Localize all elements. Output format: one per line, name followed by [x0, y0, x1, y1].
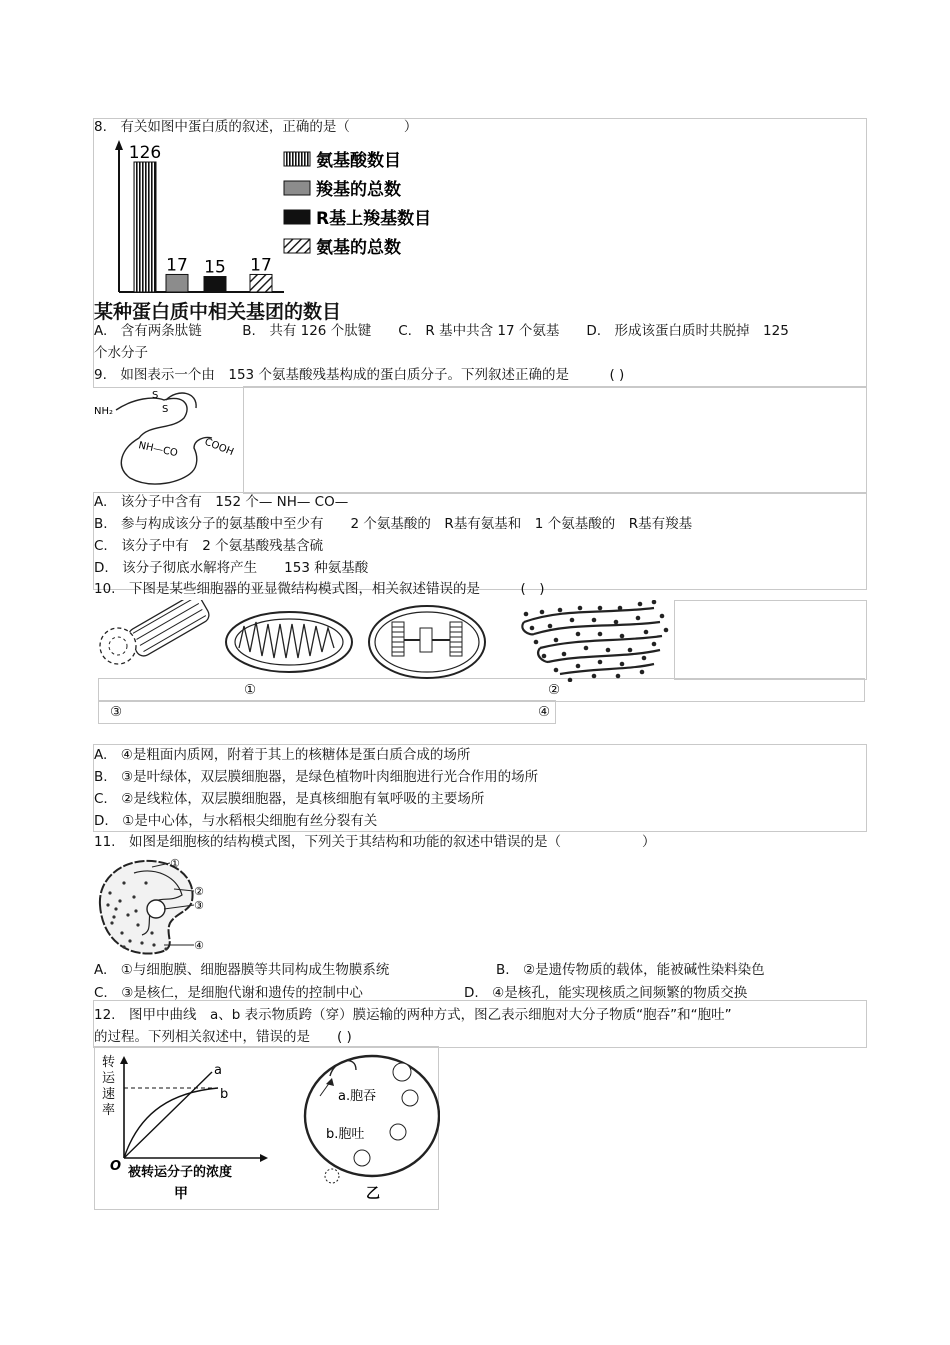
q10-option-d: D. ①是中心体，与水稻根尖细胞有丝分裂有关 — [94, 813, 378, 829]
q12-stem-line2: 的过程。下列相关叙述中，错误的是 ( ) — [94, 1029, 352, 1045]
q9-option-a: A. 该分子中含有 152 个— NH— CO— — [94, 494, 349, 510]
bar-1 — [134, 162, 156, 292]
q10-option-b: B. ③是叶绿体，双层膜细胞器，是绿色植物叶肉细胞进行光合作用的场所 — [94, 769, 539, 785]
s-label-1: S — [152, 390, 159, 401]
q12-stem-line1: 12. 图甲中曲线 a、b 表示物质跨（穿）膜运输的两种方式，图乙表示细胞对大分子物质“胞吞”和“胞吐” — [94, 1007, 732, 1023]
legend-label-2: 羧基的总数 — [316, 180, 401, 200]
legend-swatch-4 — [284, 239, 310, 253]
q10-option-c: C. ②是线粒体，双层膜细胞器，是真核细胞有氧呼吸的主要场所 — [94, 791, 485, 807]
q8-options-line1: A. 含有两条肽链 B. 共有 126 个肽键 C. R 基中共含 17 个氨基 D. 形成该蛋白质时共脱掉 125 — [94, 323, 789, 339]
bar-value-label-3: 15 — [204, 257, 226, 278]
curve-b-label: b — [220, 1087, 229, 1102]
nucleolus — [147, 900, 165, 918]
q11-stem: 11. 如图是细胞核的结构模式图，下列关于其结构和功能的叙述中错误的是（ ） — [94, 834, 656, 850]
graph-caption: 甲 — [174, 1186, 188, 1202]
bar-value-label-1: 126 — [128, 143, 162, 163]
s-label-2: S — [162, 404, 169, 415]
bar-value-label-2: 17 — [166, 255, 188, 276]
q11-label-4: ④ — [194, 939, 204, 952]
y-label-char-4: 率 — [102, 1103, 116, 1118]
q11-label-3: ③ — [194, 899, 204, 912]
q11-option-a: A. ①与细胞膜、细胞器膜等共同构成生物膜系统 — [94, 962, 390, 978]
bar-2 — [166, 274, 188, 292]
y-label-char-2: 运 — [102, 1071, 116, 1086]
frame-q10-right — [674, 600, 867, 680]
exocytosis-label: b.胞吐 — [326, 1127, 365, 1142]
q8-stem: 8. 有关如图中蛋白质的叙述，正确的是（ ） — [94, 119, 418, 135]
q9-stem: 9. 如图表示一个由 153 个氨基酸残基构成的蛋白质分子。下列叙述正确的是 ( ) — [94, 367, 625, 383]
q10-label-4: ④ — [538, 704, 551, 720]
legend-swatch-3 — [284, 210, 310, 224]
q10-label-3: ③ — [110, 704, 123, 720]
x-axis-label: 被转运分子的浓度 — [128, 1165, 233, 1180]
bar-3 — [204, 277, 226, 292]
q12-figures — [94, 1046, 440, 1210]
frame-q9-right — [243, 386, 867, 494]
legend-swatch-2 — [284, 181, 310, 195]
q8-bar-chart — [94, 140, 462, 322]
y-axis-arrow — [115, 140, 123, 150]
legend-label-3: R基上羧基数目 — [316, 209, 432, 229]
q10-label-2: ② — [548, 682, 561, 698]
cell-caption: 乙 — [366, 1186, 380, 1202]
endocytosis-label: a.胞吞 — [338, 1089, 377, 1104]
frame-q10-labels2 — [98, 700, 556, 724]
curve-a-line — [124, 1072, 212, 1158]
legend-label-1: 氨基酸数目 — [316, 151, 401, 171]
legend-swatch-1 — [284, 152, 310, 166]
chart-title: 某种蛋白质中相关基团的数目 — [94, 301, 342, 322]
centriole-figure — [100, 600, 212, 664]
peptide-bond-label: NH—CO — [137, 440, 179, 460]
cooh-label: COOH — [202, 436, 236, 459]
transport-rate-graph — [102, 1055, 268, 1202]
q11-option-b: B. ②是遗传物质的载体，能被碱性染料染色 — [496, 962, 765, 978]
q11-label-2: ② — [194, 885, 204, 898]
q9-option-c: C. 该分子中有 2 个氨基酸残基含硫 — [94, 538, 324, 554]
q10-option-a: A. ④是粗面内质网，附着于其上的核糖体是蛋白质合成的场所 — [94, 747, 471, 763]
rough-er-figure — [522, 608, 662, 674]
q11-option-d: D. ④是核孔，能实现核质之间频繁的物质交换 — [464, 985, 748, 1001]
q11-option-c: C. ③是核仁，是细胞代谢和遗传的控制中心 — [94, 985, 363, 1001]
q9-option-d: D. 该分子彻底水解将产生 153 种氨基酸 — [94, 560, 369, 576]
q10-organelles — [94, 600, 674, 682]
nh2-label: NH₂ — [94, 406, 114, 417]
curve-b-line — [124, 1088, 218, 1158]
y-label-char-1: 转 — [102, 1055, 116, 1070]
bar-value-label-4: 17 — [250, 255, 272, 276]
q8-options-line2: 个水分子 — [94, 345, 148, 361]
q10-label-1: ① — [244, 682, 257, 698]
chloroplast-figure — [369, 606, 485, 678]
q9-option-b: B. 参与构成该分子的氨基酸中至少有 2 个氨基酸的 R基有氨基和 1 个氨基酸的 R基有羧基 — [94, 516, 693, 532]
curve-a-label: a — [214, 1063, 222, 1078]
y-label-char-3: 速 — [102, 1087, 116, 1102]
origin-label: O — [110, 1159, 122, 1174]
q11-label-1: ① — [170, 857, 180, 870]
endocytosis-cell-figure — [305, 1056, 439, 1202]
bar-4 — [250, 274, 272, 292]
legend-label-4: 氨基的总数 — [316, 238, 401, 258]
q9-protein-diagram — [94, 386, 244, 490]
mitochondrion-figure — [226, 612, 352, 672]
q11-nucleus-diagram — [94, 853, 212, 959]
q10-stem: 10. 下图是某些细胞器的亚显微结构模式图，相关叙述错误的是 ( ) — [94, 581, 545, 597]
